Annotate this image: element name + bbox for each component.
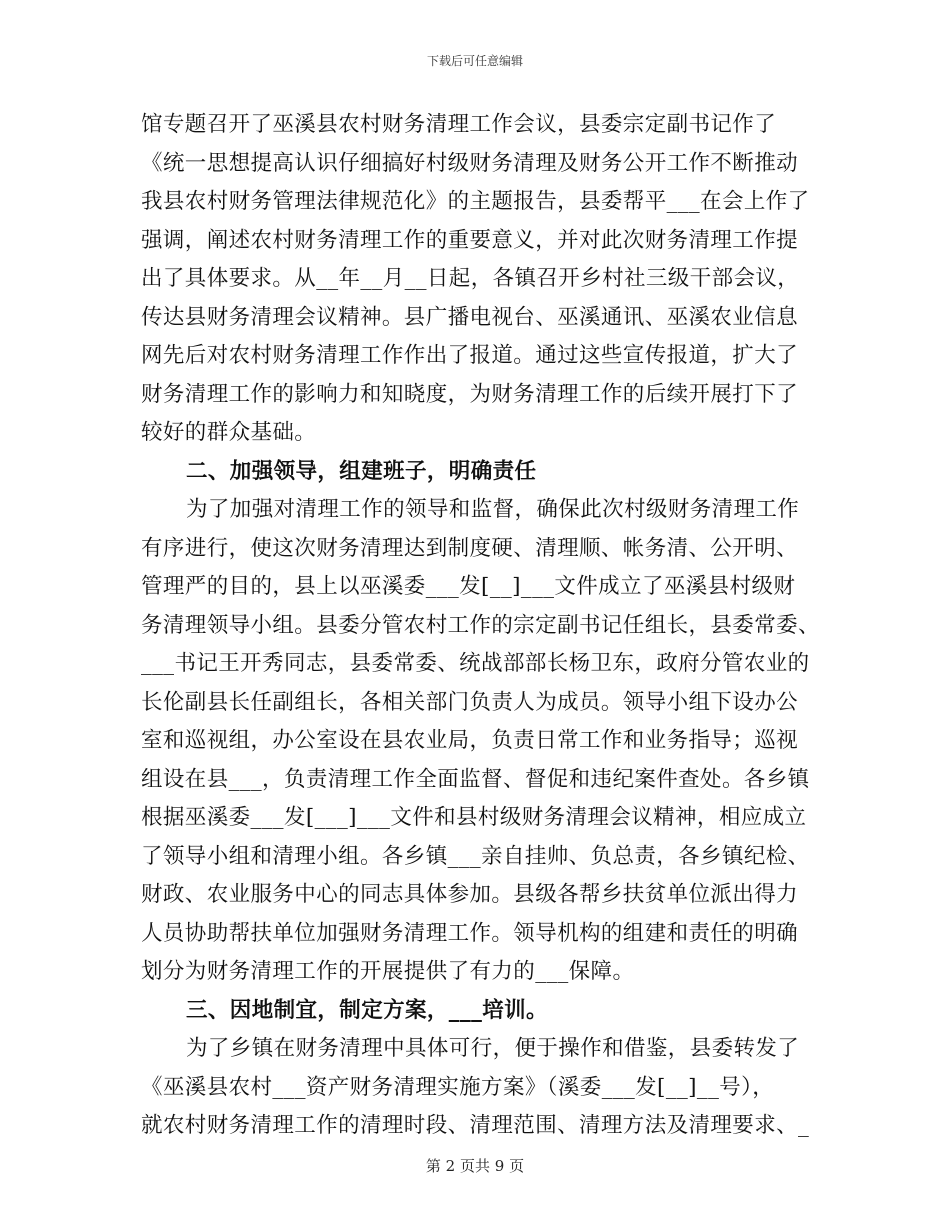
paragraph-line: 为了加强对清理工作的领导和监督，确保此次村级财务清理工作 [186,497,800,522]
paragraph-line: 强调，阐述农村财务清理工作的重要意义，并对此次财务清理工作提 [141,227,799,253]
document-body [141,106,820,1146]
paragraph-line: 为了乡镇在财务清理中具体可行，便于操作和借鉴，县委转发了 [186,1036,800,1061]
paragraph-line: 了领导小组和清理小组。各乡镇___亲自挂帅、负总责，各乡镇纪检、 [141,843,810,869]
paragraph-line: 出了具体要求。从__年__月__日起，各镇召开乡村社三级干部会议， [141,266,800,291]
paragraph-line: 务清理领导小组。县委分管农村工作的宗定副书记任组长，县委常委、 [141,612,820,638]
paragraph-line: ___书记王开秀同志，县委常委、统战部部长杨卫东，政府分管农业的 [141,651,810,676]
paragraph-line: 《巫溪县农村___资产财务清理实施方案》（溪委___发[__]__号）， [141,1074,775,1100]
paragraph-line: 传达县财务清理会议精神。县广播电视台、巫溪通讯、巫溪农业信息 [141,304,799,330]
paragraph-line: 长伦副县长任副组长，各相关部门负责人为成员。领导小组下设办公 [141,689,799,715]
paragraph-line: 人员协助帮扶单位加强财务清理工作。领导机构的组建和责任的明确 [141,920,799,946]
paragraph-line: 有序进行，使这次财务清理达到制度硬、清理顺、帐务清、公开明、 [141,535,799,561]
section-heading: 二、加强领导，组建班子，明确责任 [186,458,537,484]
paragraph-line: 划分为财务清理工作的开展提供了有力的___保障。 [141,959,635,984]
paragraph-line: 《统一思想提高认识仔细搞好村级财务清理及财务公开工作不断推动 [141,150,799,176]
paragraph-line: 就农村财务清理工作的清理时段、清理范围、清理方法及清理要求、_ [141,1113,810,1138]
paragraph-line: 财政、农业服务中心的同志具体参加。县级各帮乡扶贫单位派出得力 [141,882,799,907]
paragraph-line: 我县农村财务管理法律规范化》的主题报告，县委帮平___在会上作了 [141,189,810,214]
paragraph-line: 组设在县___，负责清理工作全面监督、督促和违纪案件查处。各乡镇 [141,766,810,792]
paragraph-line: 管理严的目的，县上以巫溪委___发[__]___文件成立了巫溪县村级财 [141,574,796,599]
section-heading: 三、因地制宜，制定方案，___培训。 [186,997,548,1023]
paragraph-line: 网先后对农村财务清理工作作出了报道。通过这些宣传报道，扩大了 [141,343,799,368]
page-footer: 第 2 页共 9 页 [425,1157,525,1175]
paragraph-line: 较好的群众基础。 [141,420,317,445]
paragraph-line: 馆专题召开了巫溪县农村财务清理工作会议，县委宗定副书记作了 [141,112,777,137]
paragraph-line: 根据巫溪委___发[___]___文件和县村级财务清理会议精神，相应成立 [141,805,807,830]
paragraph-line: 财务清理工作的影响力和知晓度，为财务清理工作的后续开展打下了 [141,381,799,407]
page-header: 下载后可任意编辑 [426,54,523,68]
paragraph-line: 室和巡视组，办公室设在县农业局，负责日常工作和业务指导；巡视 [141,728,799,753]
